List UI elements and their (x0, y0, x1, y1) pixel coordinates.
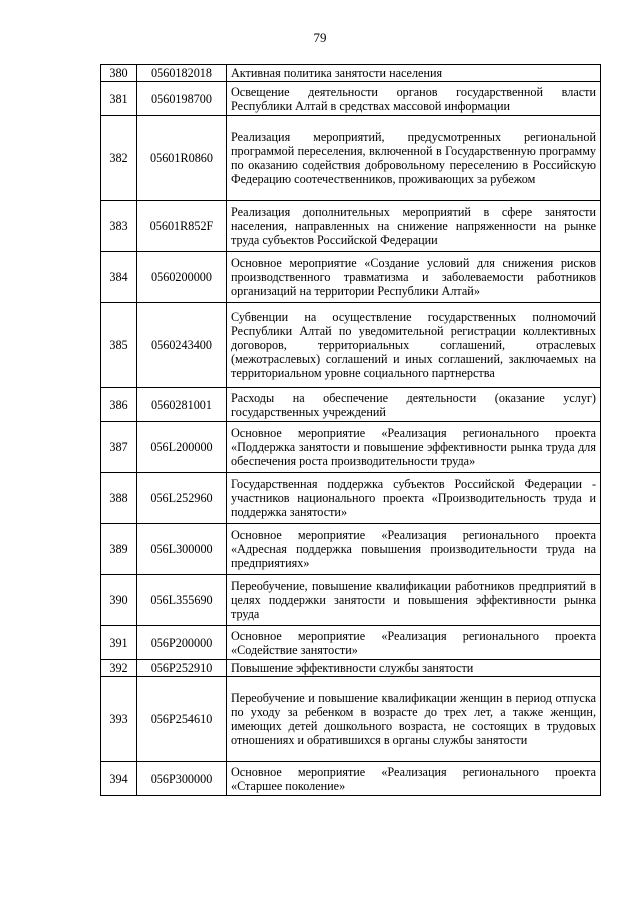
table-row (101, 252, 601, 303)
row-name: Реализация мероприятий, предусмотренных региональной программой переселения, включенной в Государственную программу по оказанию содействия добровольному переселению в Российскую Федерацию соотечественников, проживающих за рубежом (227, 116, 601, 201)
row-code: 056L300000 (137, 524, 227, 575)
row-number: 389 (101, 524, 137, 575)
row-code: 056L355690 (137, 575, 227, 626)
table-row (101, 303, 601, 388)
row-code: 056P254610 (137, 677, 227, 762)
row-number: 394 (101, 762, 137, 796)
row-name: Государственная поддержка субъектов Российской Федерации - участников национального проекта «Производительность труда и поддержка занятости» (227, 473, 601, 524)
row-name: Освещение деятельности органов государственной власти Республики Алтай в средствах массовой информации (227, 82, 601, 116)
row-name: Основное мероприятие «Реализация регионального проекта «Старшее поколение» (227, 762, 601, 796)
table-row (101, 575, 601, 626)
table-row (101, 762, 601, 796)
row-name: Основное мероприятие «Создание условий для снижения рисков производственного травматизма и заболеваемости работников организаций на территории Республики Алтай» (227, 252, 601, 303)
row-number: 388 (101, 473, 137, 524)
table-row (101, 626, 601, 660)
row-code: 056L200000 (137, 422, 227, 473)
row-code: 0560182018 (137, 65, 227, 82)
row-code: 0560198700 (137, 82, 227, 116)
row-number: 393 (101, 677, 137, 762)
row-name: Основное мероприятие «Реализация регионального проекта «Поддержка занятости и повышение эффективности рынка труда для обеспечения роста производительности труда» (227, 422, 601, 473)
table-row (101, 116, 601, 201)
row-name: Переобучение, повышение квалификации работников предприятий в целях поддержки занятости и повышения эффективности рынка труда (227, 575, 601, 626)
row-number: 381 (101, 82, 137, 116)
row-name: Повышение эффективности службы занятости (227, 660, 601, 677)
row-code: 05601R0860 (137, 116, 227, 201)
row-name: Субвенции на осуществление государственных полномочий Республики Алтай по уведомительной регистрации коллективных договоров, территориальных соглашений, отраслевых (межотраслевых) соглашений и иных соглашений, заключаемых на территориальном уровне социального партнерства (227, 303, 601, 388)
row-number: 383 (101, 201, 137, 252)
row-name: Расходы на обеспечение деятельности (оказание услуг) государственных учреждений (227, 388, 601, 422)
table-row (101, 82, 601, 116)
table-row (101, 473, 601, 524)
row-name: Основное мероприятие «Реализация регионального проекта «Адресная поддержка повышения производительности труда на предприятиях» (227, 524, 601, 575)
table-row (101, 524, 601, 575)
row-number: 392 (101, 660, 137, 677)
table-row (101, 201, 601, 252)
row-code: 0560243400 (137, 303, 227, 388)
page-number: 79 (313, 30, 327, 45)
row-code: 056P300000 (137, 762, 227, 796)
row-code: 056P252910 (137, 660, 227, 677)
budget-table (100, 64, 601, 796)
row-name: Основное мероприятие «Реализация регионального проекта «Содействие занятости» (227, 626, 601, 660)
row-number: 384 (101, 252, 137, 303)
table-row (101, 388, 601, 422)
table-row (101, 677, 601, 762)
row-code: 0560281001 (137, 388, 227, 422)
table-row (101, 422, 601, 473)
row-number: 386 (101, 388, 137, 422)
row-name: Реализация дополнительных мероприятий в сфере занятости населения, направленных на снижение напряженности на рынке труда субъектов Российской Федерации (227, 201, 601, 252)
row-number: 387 (101, 422, 137, 473)
table-row (101, 660, 601, 677)
row-number: 382 (101, 116, 137, 201)
row-number: 390 (101, 575, 137, 626)
row-name: Переобучение и повышение квалификации женщин в период отпуска по уходу за ребенком в возрасте до трех лет, а также женщин, имеющих детей дошкольного возраста, не состоящих в трудовых отношениях и обратившихся в органы службы занятости (227, 677, 601, 762)
row-code: 056L252960 (137, 473, 227, 524)
table-row (101, 65, 601, 82)
row-code: 056P200000 (137, 626, 227, 660)
row-code: 0560200000 (137, 252, 227, 303)
row-number: 391 (101, 626, 137, 660)
row-code: 05601R852F (137, 201, 227, 252)
row-number: 380 (101, 65, 137, 82)
budget-table-body (101, 65, 601, 796)
row-number: 385 (101, 303, 137, 388)
row-name: Активная политика занятости населения (227, 65, 601, 82)
